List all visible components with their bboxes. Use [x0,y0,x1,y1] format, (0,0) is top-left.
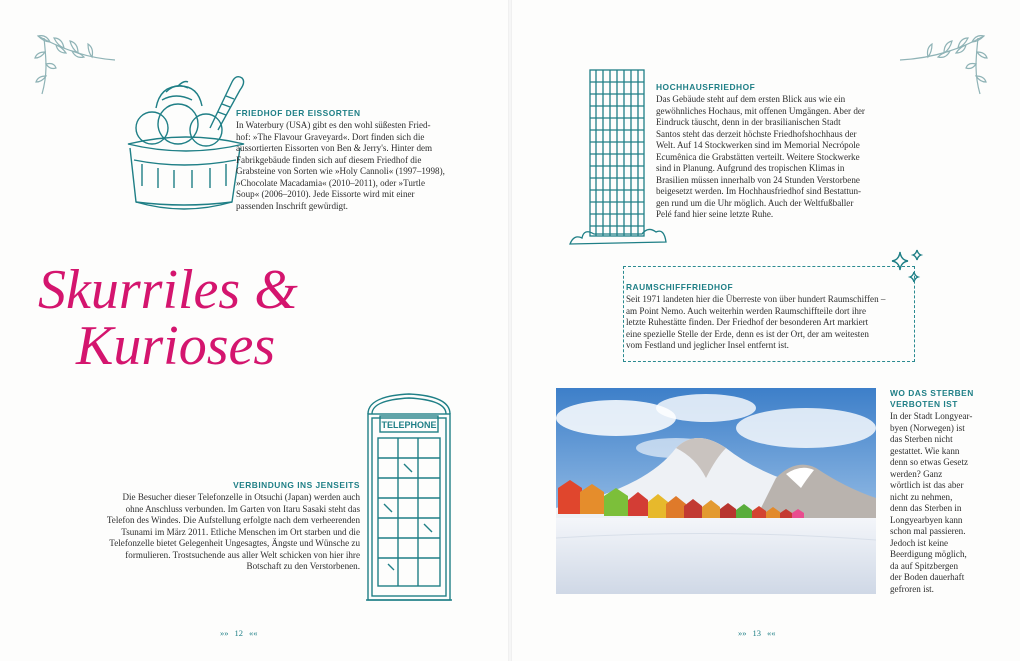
chevron-left-icon: «« [249,628,258,638]
ice-cream-illustration [122,68,246,216]
text-line: Santos steht das derzeit höchste Friedhofshochhaus der [656,128,857,139]
text-line: Telefon des Windes. Die Aufstellung erfolgte nach dem verheerenden [106,515,360,525]
page-number: 12 [234,628,243,638]
leaf-ornament-icon [30,28,120,98]
text-line: gefroren ist. [890,583,934,594]
chevron-right-icon: »» [738,628,747,638]
leaf-ornament-icon [896,28,992,98]
section-spacecraft-cemetery [626,282,916,352]
text-line: Die Besucher dieser Telefonzelle in Otsuchi (Japan) werden auch [122,492,360,502]
heading-line: VERBOTEN IST [890,399,958,409]
text-line: formulieren. Trostsuchende aus aller Welt schicken von hier ihre [125,549,360,560]
text-line: aussortierten Eissorten von Ben & Jerry's. Hinter dem [236,143,433,153]
text-line: passenden Inschrift gewürdigt. [236,200,348,211]
section-heading: HOCHHAUSFRIEDHOF [656,82,756,92]
section-heading: FRIEDHOF DER EISSORTEN [236,108,361,118]
text-line: das Sterben nicht [890,434,953,444]
text-line: gewöhnliches Hochaus, mit offenen Umgängen. Aber der [656,105,865,116]
text-line: Soup« (2006–2010). Jede Eissorte wird mit einer [236,189,415,199]
text-line: Brasilien müssen innerhalb von 24 Stunden Verstorbene [656,174,860,185]
text-line: Jedoch ist keine [890,537,949,548]
text-line: da auf Spitzbergen [890,560,959,571]
text-line: In der Stadt Longyear- [890,411,973,421]
text-line: eine spezielle Stelle der Erde, denn es ist der Ort, der am weitesten [626,328,869,339]
telephone-sign: TELEPHONE [381,420,437,430]
text-line: Botschaft zu den Verstorbenen. [246,561,360,571]
text-line: Tsunami im März 2011. Etliche Menschen im Ort starben und die [121,526,360,537]
page-number-right [738,628,776,638]
text-line: der Boden dauerhaft [890,572,965,582]
section-heading: VERBINDUNG INS JENSEITS [233,480,360,490]
page-title [38,259,298,377]
section-high-rise-cemetery [656,82,896,221]
chevron-left-icon: «« [767,628,776,638]
text-line: werden? Ganz [890,468,943,479]
telephone-booth-illustration [364,392,454,604]
text-line: Fabrikgebäude finden sich auf diesem Friedhof die [236,154,422,165]
text-line: Ecumênica die Grabstätten verteilt. Weitere Stockwerke [656,151,860,162]
text-line: Pelé fand hier seine letzte Ruhe. [656,209,774,219]
page-number-left [220,628,258,638]
section-telephone-of-the-wind [80,480,360,573]
section-ice-cream-graveyard [236,108,464,212]
text-line: gen rund um die Uhr möglich. Auch der Weltfußballer [656,197,854,208]
book-spine [508,0,512,661]
text-line: Beerdigung möglich, [890,549,967,559]
text-line: hof: »The Flavour Graveyard«. Dort finden sich die [236,131,425,142]
text-line: letzte Ruhestätte finden. Der Friedhof der besonderen Art markiert [626,317,869,327]
text-line: Longyearbyen kann [890,514,963,525]
skyscraper-illustration [566,66,670,248]
text-line: Telefonzelle bietet Gelegenheit Ungesagtes, Ängste und Wünsche zu [109,538,360,548]
text-line: schon mal passieren. [890,526,966,536]
text-line: am Point Nemo. Auch weiterhin werden Raumschiffteile dort ihre [626,305,866,316]
text-line: beigesetzt werden. Im Hochhausfriedhof sind Bestattun- [656,186,862,196]
text-line: Das Gebäude steht auf dem ersten Blick aus wie ein [656,94,846,104]
text-line: vom Festland und jeglicher Insel entfernt ist. [626,340,789,350]
text-line: Eindruck täuscht, denn in der brasilianischen Stadt [656,117,841,127]
section-heading [890,388,990,410]
text-line: Welt. Auf 14 Stockwerken sind im Memorial Necrópole [656,140,860,150]
heading-line: WO DAS STERBEN [890,388,974,398]
section-heading: RAUMSCHIFFFRIEDHOF [626,282,734,292]
text-line: denn das Sterben in [890,503,962,513]
section-dying-forbidden [890,388,990,595]
text-line: gestattet. Wie kann [890,445,960,456]
text-line: In Waterbury (USA) gibt es den wohl süßesten Fried- [236,120,431,130]
title-line: Skurriles & [38,259,298,321]
text-line: »Chocolate Macadamia« (2010–2011), oder »Turtle [236,177,425,188]
text-line: Grabsteine von Sorten wie »Holy Cannoli« (1997–1998), [236,166,445,176]
text-line: ohne Anschluss verbunden. Im Garten von Itaru Sasaki steht das [125,503,360,514]
text-line: Seit 1971 landeten hier die Überreste von über hundert Raumschiffen – [626,294,886,304]
text-line: wörtlich ist das aber [890,480,964,490]
text-line: sind in Planung. Aufgrund des tropischen Klimas in [656,163,845,173]
chevron-right-icon: »» [220,628,229,638]
longyearbyen-photo [556,388,876,594]
text-line: denn so etwas Gesetz [890,457,969,467]
page-number: 13 [752,628,761,638]
text-line: nicht zu nehmen, [890,491,953,502]
title-line: Kurioses [76,315,276,377]
text-line: byen (Norwegen) ist [890,422,965,433]
